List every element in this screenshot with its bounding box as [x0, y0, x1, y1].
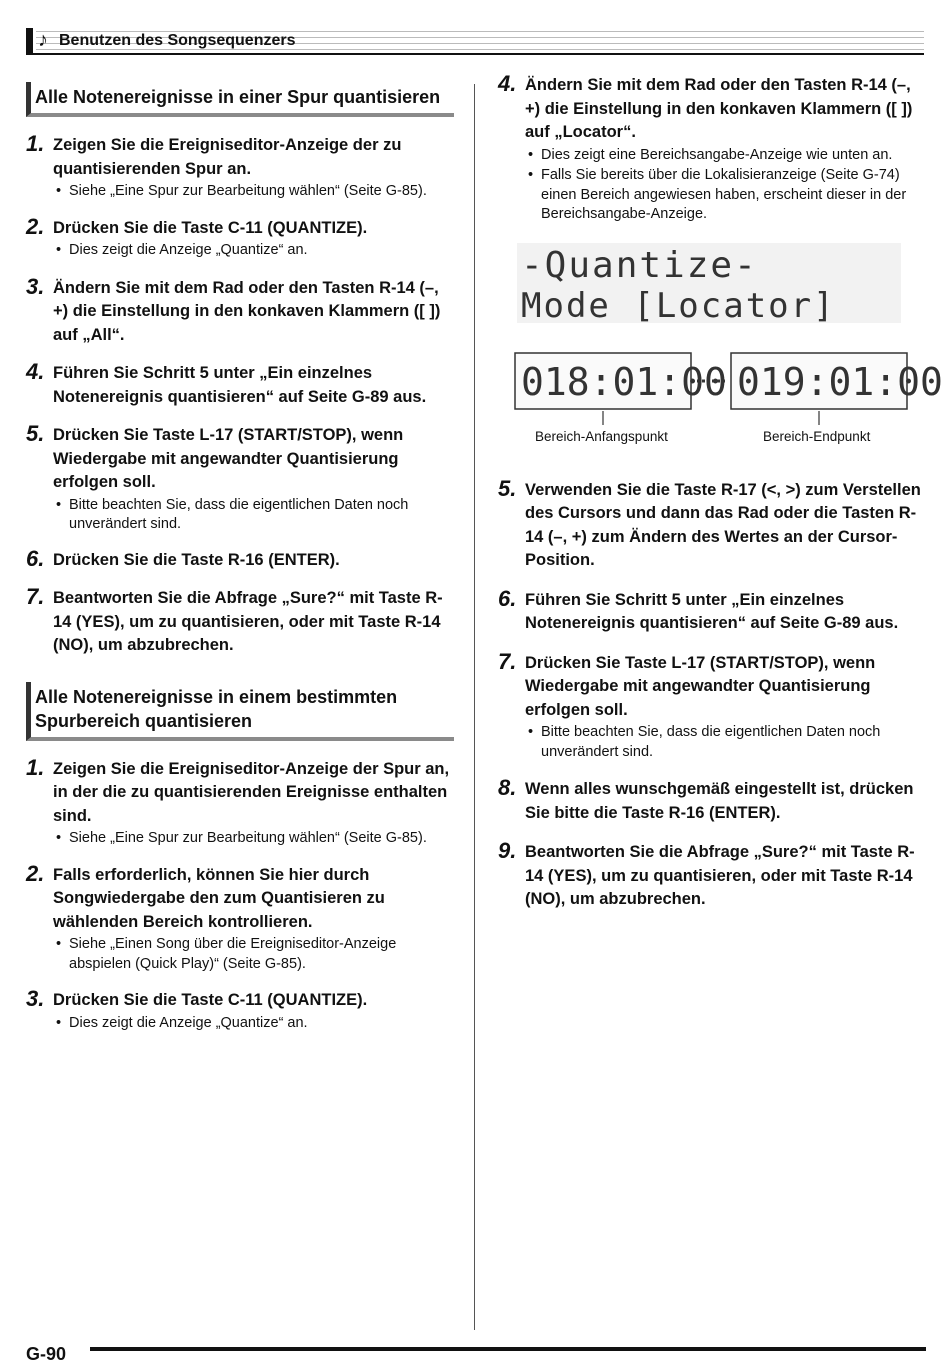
step-item [26, 421, 454, 535]
step-number: 4. [26, 359, 45, 384]
step-number: 8. [498, 775, 517, 800]
step-note: • Bitte beachten Sie, dass die eigentlichen Daten noch unverändert sind. [528, 724, 881, 760]
step-text: Drücken Sie die Taste R-16 (ENTER). [53, 550, 340, 569]
section-steps [26, 754, 454, 1034]
step-item [498, 475, 926, 573]
step-note: • Falls Sie bereits über die Lokalisieranzeige (Seite G-74) einen Bereich angewiesen haben, erscheint dieser in der Bereichsangabe-Anzeige. [528, 167, 907, 222]
step-number: 2. [26, 860, 45, 886]
step-note: • Dies zeigt die Anzeige „Quantize“ an. [56, 1014, 308, 1031]
step-text: Verwenden Sie die Taste R-17 (<, >) zum Verstellen des Cursors und dann das Rad oder die Tasten R-14 (–, +) zum Ändern des Wertes an der Cursor-Position. [525, 480, 921, 569]
step-number: 6. [26, 545, 45, 571]
step-item [498, 775, 926, 825]
header-underline [26, 53, 924, 55]
step-item [26, 754, 454, 849]
end-caption: Bereich-Endpunkt [763, 428, 871, 444]
lcd-line-mode: Mode [Locator] [521, 285, 836, 326]
step-number: 2. [26, 213, 45, 239]
step-item [26, 213, 454, 261]
step-item [26, 986, 454, 1033]
step-item [498, 71, 926, 225]
section-heading-range: Alle Notenereignisse in einem bestimmten Spurbereich quantisieren [26, 682, 454, 741]
step-item [26, 860, 454, 975]
right-column [498, 71, 943, 912]
step-text: Zeigen Sie die Ereigniseditor-Anzeige der zu quantisierenden Spur an. [53, 136, 402, 178]
step-text: Führen Sie Schritt 5 unter „Ein einzelnes Notenereignis quantisieren“ auf Seite G-89 aus. [53, 364, 427, 406]
step-note: • Siehe „Eine Spur zur Bearbeitung wählen“ (Seite G-85). [56, 830, 427, 846]
step-number: 9. [498, 838, 517, 863]
step-number: 3. [26, 273, 45, 299]
page-number: G-90 [26, 1344, 67, 1364]
lcd-line-title: -Quantize- [521, 244, 758, 286]
step-text: Drücken Sie die Taste C-11 (QUANTIZE). [53, 991, 368, 1009]
footer-rule [90, 1347, 926, 1351]
step-item [26, 273, 454, 348]
step-number: 5. [26, 421, 45, 446]
step-text: Ändern Sie mit dem Rad oder den Tasten R-14 (–, +) die Einstellung in den konkaven Klammern ([ ]) auf „All“. [53, 278, 441, 344]
step-text: Führen Sie Schritt 5 unter „Ein einzelnes Notenereignis quantisieren“ auf Seite G-89 aus. [525, 590, 899, 632]
step-text: Ändern Sie mit dem Rad oder den Tasten R-14 (–, +) die Einstellung in den konkaven Klammern ([ ]) auf „Locator“. [525, 76, 913, 141]
step-text: Drücken Sie Taste L-17 (START/STOP), wenn Wiedergabe mit angewandter Quantisierung erfolgen soll. [525, 653, 876, 719]
step-item [26, 359, 454, 409]
eighth-note-icon: ♪ [38, 29, 48, 51]
section-steps [498, 475, 926, 912]
step-text: Beantworten Sie die Abfrage „Sure?“ mit Taste R-14 (YES), um zu quantisieren, oder mit Taste R-14 (NO), um abzubrechen. [53, 589, 443, 654]
step-text: Falls erforderlich, können Sie hier durch Songwiedergabe den zum Quantisieren zu wählenden Bereich kontrollieren. [53, 865, 385, 931]
step-item [26, 584, 454, 658]
section-steps [26, 131, 454, 658]
step-number: 4. [498, 71, 517, 96]
step-note: • Dies zeigt die Anzeige „Quantize“ an. [56, 242, 308, 258]
header-title: Benutzen des Songsequenzers [59, 32, 296, 49]
lcd-screen [515, 241, 943, 451]
step-note: • Bitte beachten Sie, dass die eigentlichen Daten noch unverändert sind. [56, 496, 409, 532]
step-note: • Siehe „Eine Spur zur Bearbeitung wählen“ (Seite G-85). [56, 183, 427, 199]
step-item [498, 648, 926, 763]
page-header [26, 28, 924, 54]
section-heading-track: Alle Notenereignisse in einer Spur quantisieren [26, 82, 454, 117]
header-bar [26, 28, 33, 54]
step-text: Drücken Sie die Taste C-11 (QUANTIZE). [53, 218, 368, 237]
step-number: 7. [498, 648, 517, 674]
step-text: Wenn alles wunschgemäß eingestellt ist, drücken Sie bitte die Taste R-16 (ENTER). [525, 780, 914, 822]
step-note: • Dies zeigt eine Bereichsangabe-Anzeige wie unten an. [528, 146, 893, 163]
step-number: 3. [26, 986, 45, 1011]
step-text: Zeigen Sie die Ereigniseditor-Anzeige der Spur an, in der die zu quantisierenden Ereignisse enthalten sind. [53, 759, 450, 825]
lcd-start-value: 018:01:00 [521, 359, 727, 404]
step-note: • Siehe „Einen Song über die Ereigniseditor-Anzeige abspielen (Quick Play)“ (Seite G-85). [56, 936, 397, 972]
lcd-range-display [515, 241, 943, 451]
step-number: 5. [498, 475, 517, 501]
lcd-end-value: 019:01:00 [737, 359, 943, 404]
step-number: 1. [26, 131, 45, 156]
step-item [26, 131, 454, 202]
step-item [498, 585, 926, 636]
step-text: Beantworten Sie die Abfrage „Sure?“ mit Taste R-14 (YES), um zu quantisieren, oder mit Taste R-14 (NO), um abzubrechen. [525, 843, 915, 908]
step-item [498, 838, 926, 912]
step-number: 7. [26, 584, 45, 609]
step-number: 1. [26, 754, 45, 780]
step-text: Drücken Sie Taste L-17 (START/STOP), wenn Wiedergabe mit angewandter Quantisierung erfolgen soll. [53, 426, 404, 491]
column-divider [474, 84, 475, 1330]
step-number: 6. [498, 585, 517, 611]
step-item [26, 545, 454, 573]
start-caption: Bereich-Anfangspunkt [535, 428, 668, 444]
left-column [26, 80, 454, 1033]
